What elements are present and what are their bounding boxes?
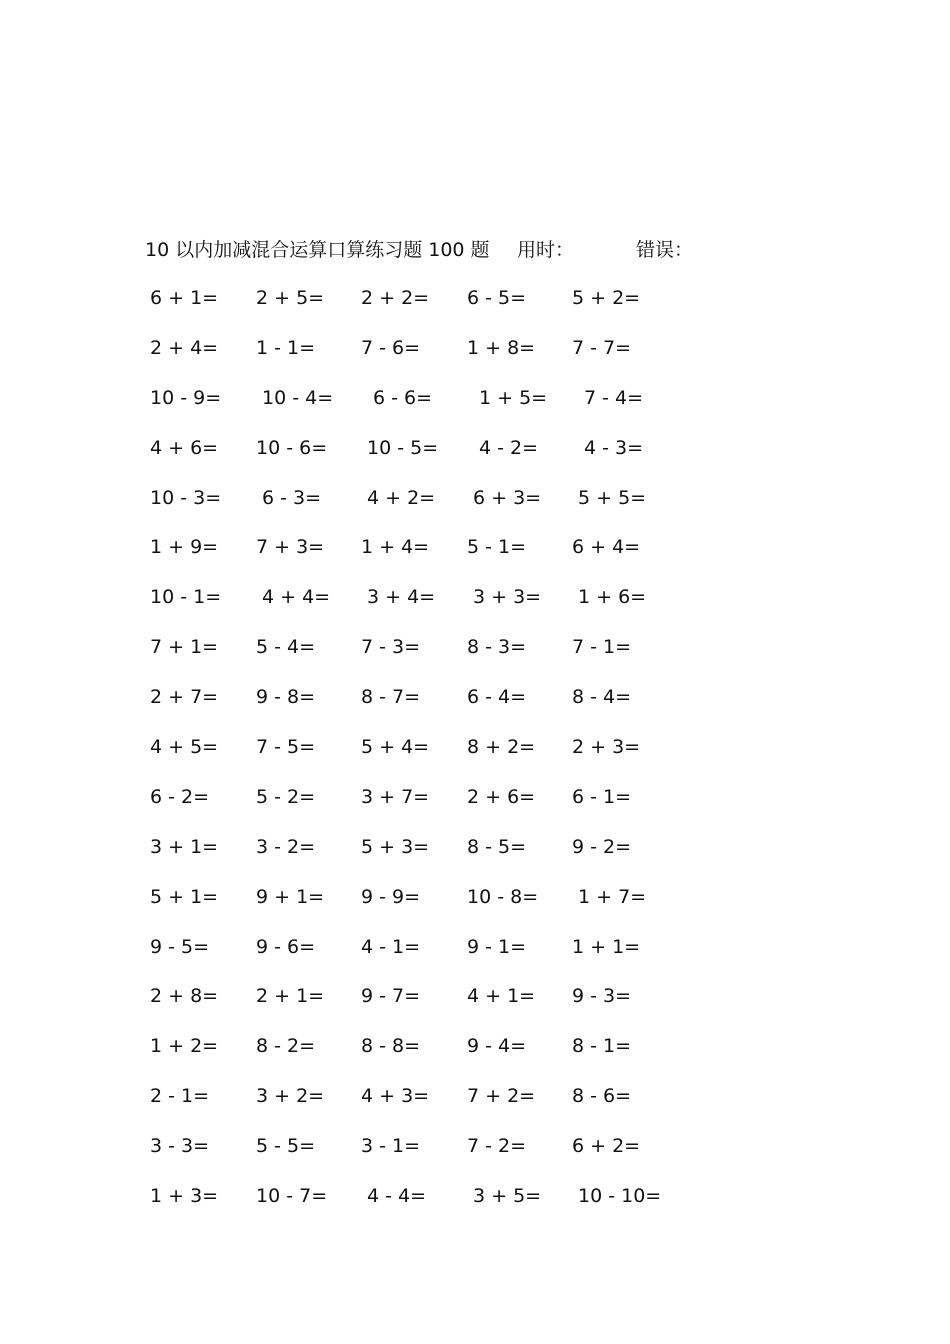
arithmetic-problem: 9 + 1= xyxy=(256,885,325,908)
arithmetic-problem: 8 + 2= xyxy=(467,736,536,759)
arithmetic-problem: 4 + 2= xyxy=(367,486,436,509)
arithmetic-problem: 2 - 1= xyxy=(150,1085,210,1108)
arithmetic-problem: 5 - 4= xyxy=(256,636,316,659)
arithmetic-problem: 6 + 3= xyxy=(473,486,542,509)
arithmetic-problem: 5 + 2= xyxy=(572,287,641,309)
arithmetic-problem: 5 - 1= xyxy=(467,536,527,559)
arithmetic-problem: 9 - 2= xyxy=(572,835,632,858)
error-count-label: 错误： xyxy=(636,239,694,261)
arithmetic-problem: 8 - 6= xyxy=(572,1085,632,1108)
arithmetic-problem: 7 + 3= xyxy=(256,536,325,559)
worksheet-title: 10 以内加减混合运算口算练习题 100 题 xyxy=(145,239,490,261)
arithmetic-problem: 4 - 2= xyxy=(479,436,539,459)
arithmetic-problem: 10 - 6= xyxy=(256,436,328,459)
arithmetic-problem: 3 - 3= xyxy=(150,1135,210,1158)
arithmetic-problem: 7 - 1= xyxy=(572,636,632,659)
arithmetic-problem: 8 - 3= xyxy=(467,636,527,659)
arithmetic-problem: 1 + 8= xyxy=(467,336,536,359)
arithmetic-problem: 3 + 7= xyxy=(361,785,430,808)
arithmetic-problem: 4 + 5= xyxy=(150,736,219,759)
problem-row xyxy=(150,483,690,533)
arithmetic-problem: 6 + 2= xyxy=(572,1135,641,1158)
arithmetic-problem: 7 + 1= xyxy=(150,636,219,659)
arithmetic-problem: 5 - 2= xyxy=(256,785,316,808)
arithmetic-problem: 10 - 4= xyxy=(262,386,334,409)
arithmetic-problem: 7 - 3= xyxy=(361,636,421,659)
arithmetic-problem: 3 + 5= xyxy=(473,1185,542,1208)
problem-row xyxy=(150,1181,690,1231)
problem-row xyxy=(150,632,690,682)
arithmetic-problem: 4 + 6= xyxy=(150,436,219,459)
arithmetic-problem: 3 + 1= xyxy=(150,835,219,858)
arithmetic-problem: 5 - 5= xyxy=(256,1135,316,1158)
arithmetic-problem: 6 - 5= xyxy=(467,287,527,309)
arithmetic-problem: 2 + 4= xyxy=(150,336,219,359)
problem-row xyxy=(150,433,690,483)
problem-row xyxy=(150,732,690,782)
arithmetic-problem: 9 - 5= xyxy=(150,935,210,958)
problem-row xyxy=(150,582,690,632)
arithmetic-problem: 7 - 7= xyxy=(572,336,632,359)
problem-row xyxy=(150,1081,690,1131)
arithmetic-problem: 7 - 6= xyxy=(361,336,421,359)
problem-row xyxy=(150,1031,690,1081)
arithmetic-problem: 1 + 3= xyxy=(150,1185,219,1208)
problem-row xyxy=(150,782,690,832)
arithmetic-problem: 3 - 1= xyxy=(361,1135,421,1158)
arithmetic-problem: 1 + 5= xyxy=(479,386,548,409)
arithmetic-problem: 10 - 8= xyxy=(467,885,539,908)
arithmetic-problem: 8 - 1= xyxy=(572,1035,632,1058)
arithmetic-problem: 10 - 1= xyxy=(150,586,222,609)
arithmetic-problem: 9 - 3= xyxy=(572,985,632,1008)
arithmetic-problem: 1 + 2= xyxy=(150,1035,219,1058)
arithmetic-problem: 3 + 3= xyxy=(473,586,542,609)
arithmetic-problem: 7 - 2= xyxy=(467,1135,527,1158)
arithmetic-problem: 6 - 3= xyxy=(262,486,322,509)
arithmetic-problem: 8 - 8= xyxy=(361,1035,421,1058)
arithmetic-problem: 9 - 1= xyxy=(467,935,527,958)
arithmetic-problem: 4 + 1= xyxy=(467,985,536,1008)
arithmetic-problem: 5 + 5= xyxy=(578,486,647,509)
arithmetic-problem: 1 - 1= xyxy=(256,336,316,359)
arithmetic-problem: 1 + 4= xyxy=(361,536,430,559)
arithmetic-problem: 10 - 10= xyxy=(578,1185,662,1208)
arithmetic-problem: 7 + 2= xyxy=(467,1085,536,1108)
arithmetic-problem: 6 - 1= xyxy=(572,785,632,808)
arithmetic-problem: 4 - 4= xyxy=(367,1185,427,1208)
problem-row xyxy=(150,882,690,932)
arithmetic-problem: 6 - 2= xyxy=(150,785,210,808)
arithmetic-problem: 6 + 4= xyxy=(572,536,641,559)
arithmetic-problem: 4 - 3= xyxy=(584,436,644,459)
arithmetic-problem: 4 - 1= xyxy=(361,935,421,958)
arithmetic-problem: 4 + 3= xyxy=(361,1085,430,1108)
problem-row xyxy=(150,981,690,1031)
arithmetic-problem: 2 + 5= xyxy=(256,287,325,309)
arithmetic-problem: 8 - 2= xyxy=(256,1035,316,1058)
arithmetic-problem: 5 + 4= xyxy=(361,736,430,759)
arithmetic-problem: 5 + 3= xyxy=(361,835,430,858)
arithmetic-problem: 8 - 7= xyxy=(361,686,421,709)
problem-row xyxy=(150,932,690,982)
arithmetic-problem: 7 - 5= xyxy=(256,736,316,759)
arithmetic-problem: 1 + 9= xyxy=(150,536,219,559)
arithmetic-problem: 3 - 2= xyxy=(256,835,316,858)
problem-grid xyxy=(150,283,690,1231)
arithmetic-problem: 8 - 5= xyxy=(467,835,527,858)
arithmetic-problem: 9 - 9= xyxy=(361,885,421,908)
arithmetic-problem: 10 - 7= xyxy=(256,1185,328,1208)
arithmetic-problem: 9 - 6= xyxy=(256,935,316,958)
arithmetic-problem: 3 + 4= xyxy=(367,586,436,609)
arithmetic-problem: 6 - 4= xyxy=(467,686,527,709)
arithmetic-problem: 5 + 1= xyxy=(150,885,219,908)
problem-row xyxy=(150,1131,690,1181)
problem-row xyxy=(150,283,690,333)
arithmetic-problem: 10 - 5= xyxy=(367,436,439,459)
arithmetic-problem: 7 - 4= xyxy=(584,386,644,409)
arithmetic-problem: 10 - 9= xyxy=(150,386,222,409)
arithmetic-problem: 1 + 6= xyxy=(578,586,647,609)
arithmetic-problem: 2 + 8= xyxy=(150,985,219,1008)
arithmetic-problem: 2 + 7= xyxy=(150,686,219,709)
arithmetic-problem: 3 + 2= xyxy=(256,1085,325,1108)
arithmetic-problem: 9 - 8= xyxy=(256,686,316,709)
arithmetic-problem: 9 - 7= xyxy=(361,985,421,1008)
arithmetic-problem: 2 + 1= xyxy=(256,985,325,1008)
problem-row xyxy=(150,333,690,383)
problem-row xyxy=(150,682,690,732)
arithmetic-problem: 1 + 7= xyxy=(578,885,647,908)
problem-row xyxy=(150,532,690,582)
arithmetic-problem: 6 + 1= xyxy=(150,287,219,309)
problem-row xyxy=(150,832,690,882)
arithmetic-problem: 6 - 6= xyxy=(373,386,433,409)
arithmetic-problem: 9 - 4= xyxy=(467,1035,527,1058)
problem-row xyxy=(150,383,690,433)
arithmetic-problem: 8 - 4= xyxy=(572,686,632,709)
arithmetic-problem: 2 + 2= xyxy=(361,287,430,309)
arithmetic-problem: 4 + 4= xyxy=(262,586,331,609)
arithmetic-problem: 1 + 1= xyxy=(572,935,641,958)
arithmetic-problem: 2 + 3= xyxy=(572,736,641,759)
arithmetic-problem: 2 + 6= xyxy=(467,785,536,808)
arithmetic-problem: 10 - 3= xyxy=(150,486,222,509)
time-used-label: 用时： xyxy=(517,239,575,261)
